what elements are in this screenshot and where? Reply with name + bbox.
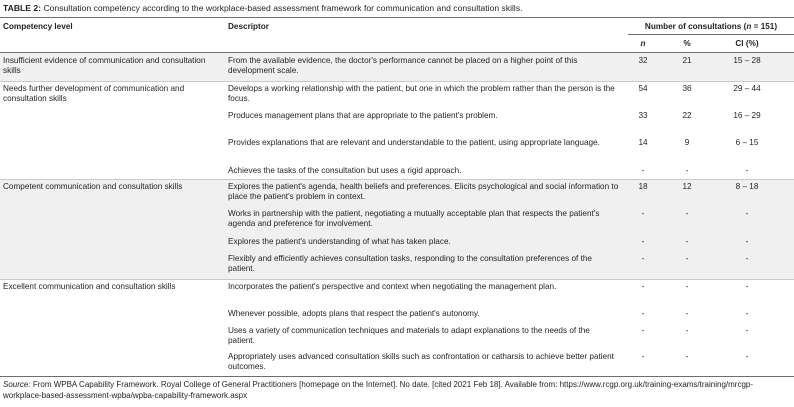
ci-cell: - bbox=[745, 209, 749, 218]
descriptor-cell: Develops a working relationship with the patient, but one in which the problem rather than the person is the focus. bbox=[228, 84, 615, 103]
n-cell: - bbox=[641, 282, 645, 291]
header-competency-level: Competency level bbox=[3, 22, 73, 31]
pct-cell: - bbox=[685, 237, 689, 246]
competency-level-cell: Competent communication and consultation skills bbox=[3, 182, 183, 191]
n-cell: 18 bbox=[638, 182, 648, 191]
header-number-of-consultations: Number of consultations (n = 151) bbox=[644, 22, 778, 31]
header-sub-rule bbox=[628, 34, 794, 35]
ci-cell: - bbox=[745, 237, 749, 246]
table-caption bbox=[3, 3, 791, 14]
n-cell: - bbox=[641, 209, 645, 218]
pct-cell: - bbox=[685, 166, 689, 175]
ci-cell: - bbox=[745, 166, 749, 175]
descriptor-cell: Uses a variety of communication techniques and materials to adapt explanations to the needs of the patient. bbox=[228, 326, 590, 345]
table-title: Consultation competency according to the workplace-based assessment framework for communication and consultation skills. bbox=[43, 3, 523, 13]
descriptor-cell: Provides explanations that are relevant and understandable to the patient, using appropriate language. bbox=[228, 138, 600, 147]
header-percent: % bbox=[683, 39, 691, 48]
ci-cell: - bbox=[745, 352, 749, 361]
ci-cell: 15 – 28 bbox=[733, 56, 761, 65]
header-descriptor: Descriptor bbox=[228, 22, 269, 31]
header-n: n bbox=[640, 39, 646, 48]
source-text: From WPBA Capability Framework. Royal College of General Practitioners [homepage on the Internet]. No date. [cited 2021 Feb 18]. Available from: https://www.rcgp.org.uk/training-exams/training/mrcgp-workplace-based-assessment-wpba/wpba-capability-framework.aspx bbox=[3, 380, 753, 400]
descriptor-cell: Incorporates the patient's perspective and context when negotiating the management plan. bbox=[228, 282, 557, 291]
source-label: Source: bbox=[3, 380, 31, 389]
header-bottom-rule bbox=[0, 52, 794, 53]
descriptor-cell: Explores the patient's agenda, health beliefs and preferences. Elicits psychological and social information to place the patient's problem in context. bbox=[228, 182, 619, 201]
n-cell: 33 bbox=[638, 111, 648, 120]
ci-cell: 8 – 18 bbox=[735, 182, 759, 191]
competency-level-cell: Excellent communication and consultation skills bbox=[3, 282, 176, 291]
group-divider bbox=[0, 81, 794, 82]
ci-cell: - bbox=[745, 326, 749, 335]
n-cell: - bbox=[641, 237, 645, 246]
table-top-rule bbox=[0, 17, 794, 18]
n-cell: 14 bbox=[638, 138, 648, 147]
ci-cell: 29 – 44 bbox=[733, 84, 761, 93]
competency-level-cell: Needs further development of communication and consultation skills bbox=[3, 84, 185, 103]
n-cell: - bbox=[641, 326, 645, 335]
ci-cell: - bbox=[745, 282, 749, 291]
source-note bbox=[3, 380, 791, 401]
pct-cell: 36 bbox=[682, 84, 692, 93]
ci-cell: 6 – 15 bbox=[735, 138, 759, 147]
pct-cell: - bbox=[685, 326, 689, 335]
descriptor-cell: Explores the patient's understanding of what has taken place. bbox=[228, 237, 451, 246]
descriptor-cell: Whenever possible, adopts plans that respect the patient's autonomy. bbox=[228, 309, 480, 318]
n-cell: 32 bbox=[638, 56, 648, 65]
table-label: TABLE 2: bbox=[3, 3, 42, 13]
table-bottom-rule bbox=[0, 376, 794, 377]
header-ci: CI (%) bbox=[735, 39, 759, 48]
group-divider bbox=[0, 179, 794, 180]
pct-cell: 22 bbox=[682, 111, 692, 120]
descriptor-cell: Flexibly and efficiently achieves consultation tasks, responding to the consultation preferences of the patient. bbox=[228, 254, 592, 273]
descriptor-cell: From the available evidence, the doctor's performance cannot be placed on a higher point of this development scale. bbox=[228, 56, 578, 75]
ci-cell: - bbox=[745, 254, 749, 263]
ci-cell: - bbox=[745, 309, 749, 318]
descriptor-cell: Appropriately uses advanced consultation skills such as confrontation or catharsis to achieve better patient outcomes. bbox=[228, 352, 614, 371]
pct-cell: - bbox=[685, 352, 689, 361]
n-cell: - bbox=[641, 166, 645, 175]
n-cell: - bbox=[641, 254, 645, 263]
pct-cell: - bbox=[685, 209, 689, 218]
group-divider bbox=[0, 279, 794, 280]
pct-cell: - bbox=[685, 309, 689, 318]
descriptor-cell: Produces management plans that are appropriate to the patient's problem. bbox=[228, 111, 498, 120]
pct-cell: 21 bbox=[682, 56, 692, 65]
ci-cell: 16 – 29 bbox=[733, 111, 761, 120]
descriptor-cell: Achieves the tasks of the consultation but uses a rigid approach. bbox=[228, 166, 462, 175]
pct-cell: 9 bbox=[684, 138, 690, 147]
n-cell: - bbox=[641, 352, 645, 361]
competency-level-cell: Insufficient evidence of communication and consultation skills bbox=[3, 56, 206, 75]
n-cell: - bbox=[641, 309, 645, 318]
descriptor-cell: Works in partnership with the patient, negotiating a mutually acceptable plan that respects the patient's agenda and preference for involvement. bbox=[228, 209, 600, 228]
pct-cell: - bbox=[685, 282, 689, 291]
pct-cell: 12 bbox=[682, 182, 692, 191]
n-cell: 54 bbox=[638, 84, 648, 93]
pct-cell: - bbox=[685, 254, 689, 263]
